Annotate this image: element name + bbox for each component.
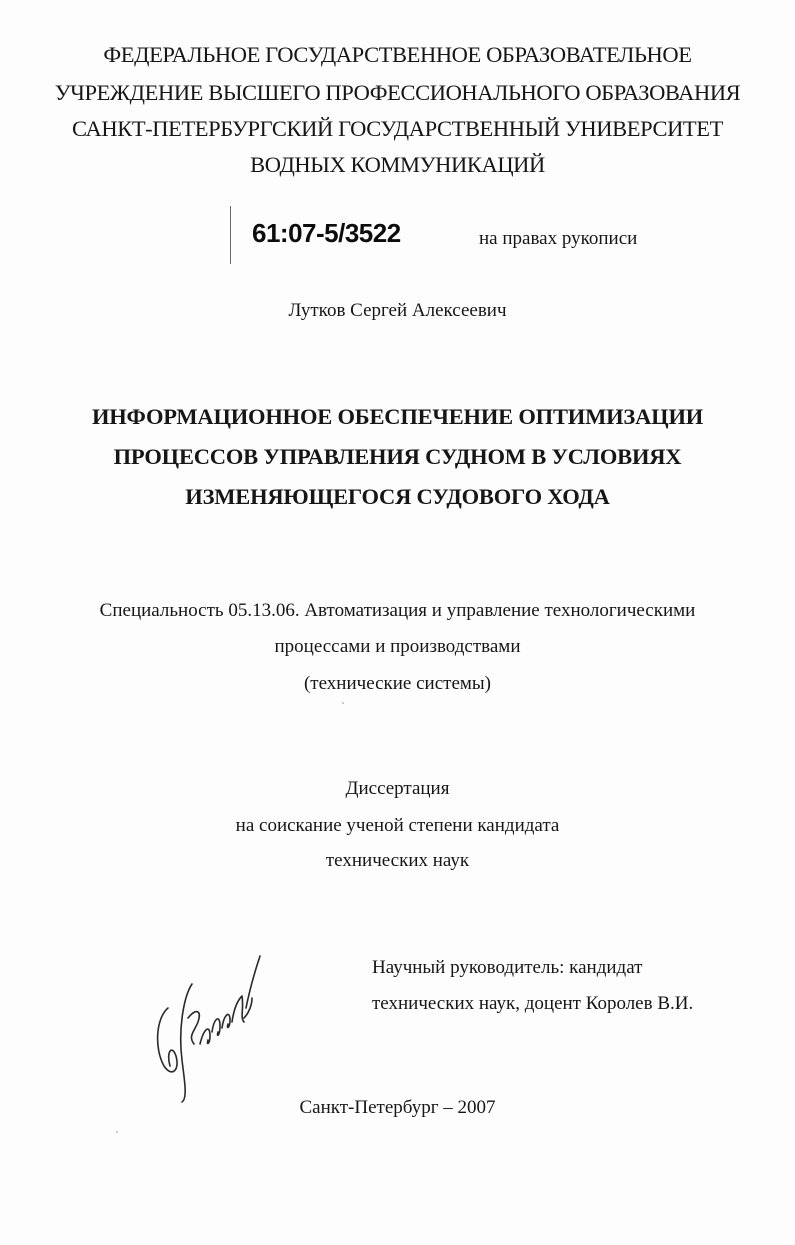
specialty-line-2: процессами и производствами	[274, 636, 521, 657]
dissertation-line-2: на соискание ученой степени кандидата	[235, 815, 560, 836]
title-line-3: ИЗМЕНЯЮЩЕГОСЯ СУДОВОГО ХОДА	[185, 484, 610, 509]
catalog-code-rule	[230, 206, 231, 264]
signature-image	[148, 948, 268, 1108]
dissertation-line-1: Диссертация	[345, 778, 450, 799]
specialty-line-3: (технические системы)	[303, 673, 491, 694]
institution-line-2: УЧРЕЖДЕНИЕ ВЫСШЕГО ПРОФЕССИОНАЛЬНОГО ОБРАЗОВАНИЯ	[54, 80, 741, 105]
scan-speck	[342, 702, 344, 704]
institution-line-4: ВОДНЫХ КОММУНИКАЦИЙ	[250, 152, 545, 177]
title-line-2: ПРОЦЕССОВ УПРАВЛЕНИЯ СУДНОМ В УСЛОВИЯХ	[113, 444, 682, 469]
manuscript-note: на правах рукописи	[479, 228, 638, 249]
institution-line-3: САНКТ-ПЕТЕРБУРГСКИЙ ГОСУДАРСТВЕННЫЙ УНИВЕРСИТЕТ	[72, 116, 723, 141]
city-year: Санкт-Петербург – 2007	[299, 1097, 496, 1118]
dissertation-line-3: технических наук	[325, 850, 470, 871]
supervisor-line-1: Научный руководитель: кандидат	[372, 957, 643, 978]
specialty-line-1: Специальность 05.13.06. Автоматизация и управление технологическими	[99, 600, 696, 621]
title-line-1: ИНФОРМАЦИОННОЕ ОБЕСПЕЧЕНИЕ ОПТИМИЗАЦИИ	[91, 404, 704, 429]
author-name: Лутков Сергей Алексеевич	[288, 300, 507, 321]
institution-line-1: ФЕДЕРАЛЬНОЕ ГОСУДАРСТВЕННОЕ ОБРАЗОВАТЕЛЬНОЕ	[103, 42, 692, 67]
scan-speck	[116, 1131, 118, 1133]
catalog-code: 61:07-5/3522	[252, 218, 401, 248]
supervisor-line-2: технических наук, доцент Королев В.И.	[372, 993, 694, 1014]
